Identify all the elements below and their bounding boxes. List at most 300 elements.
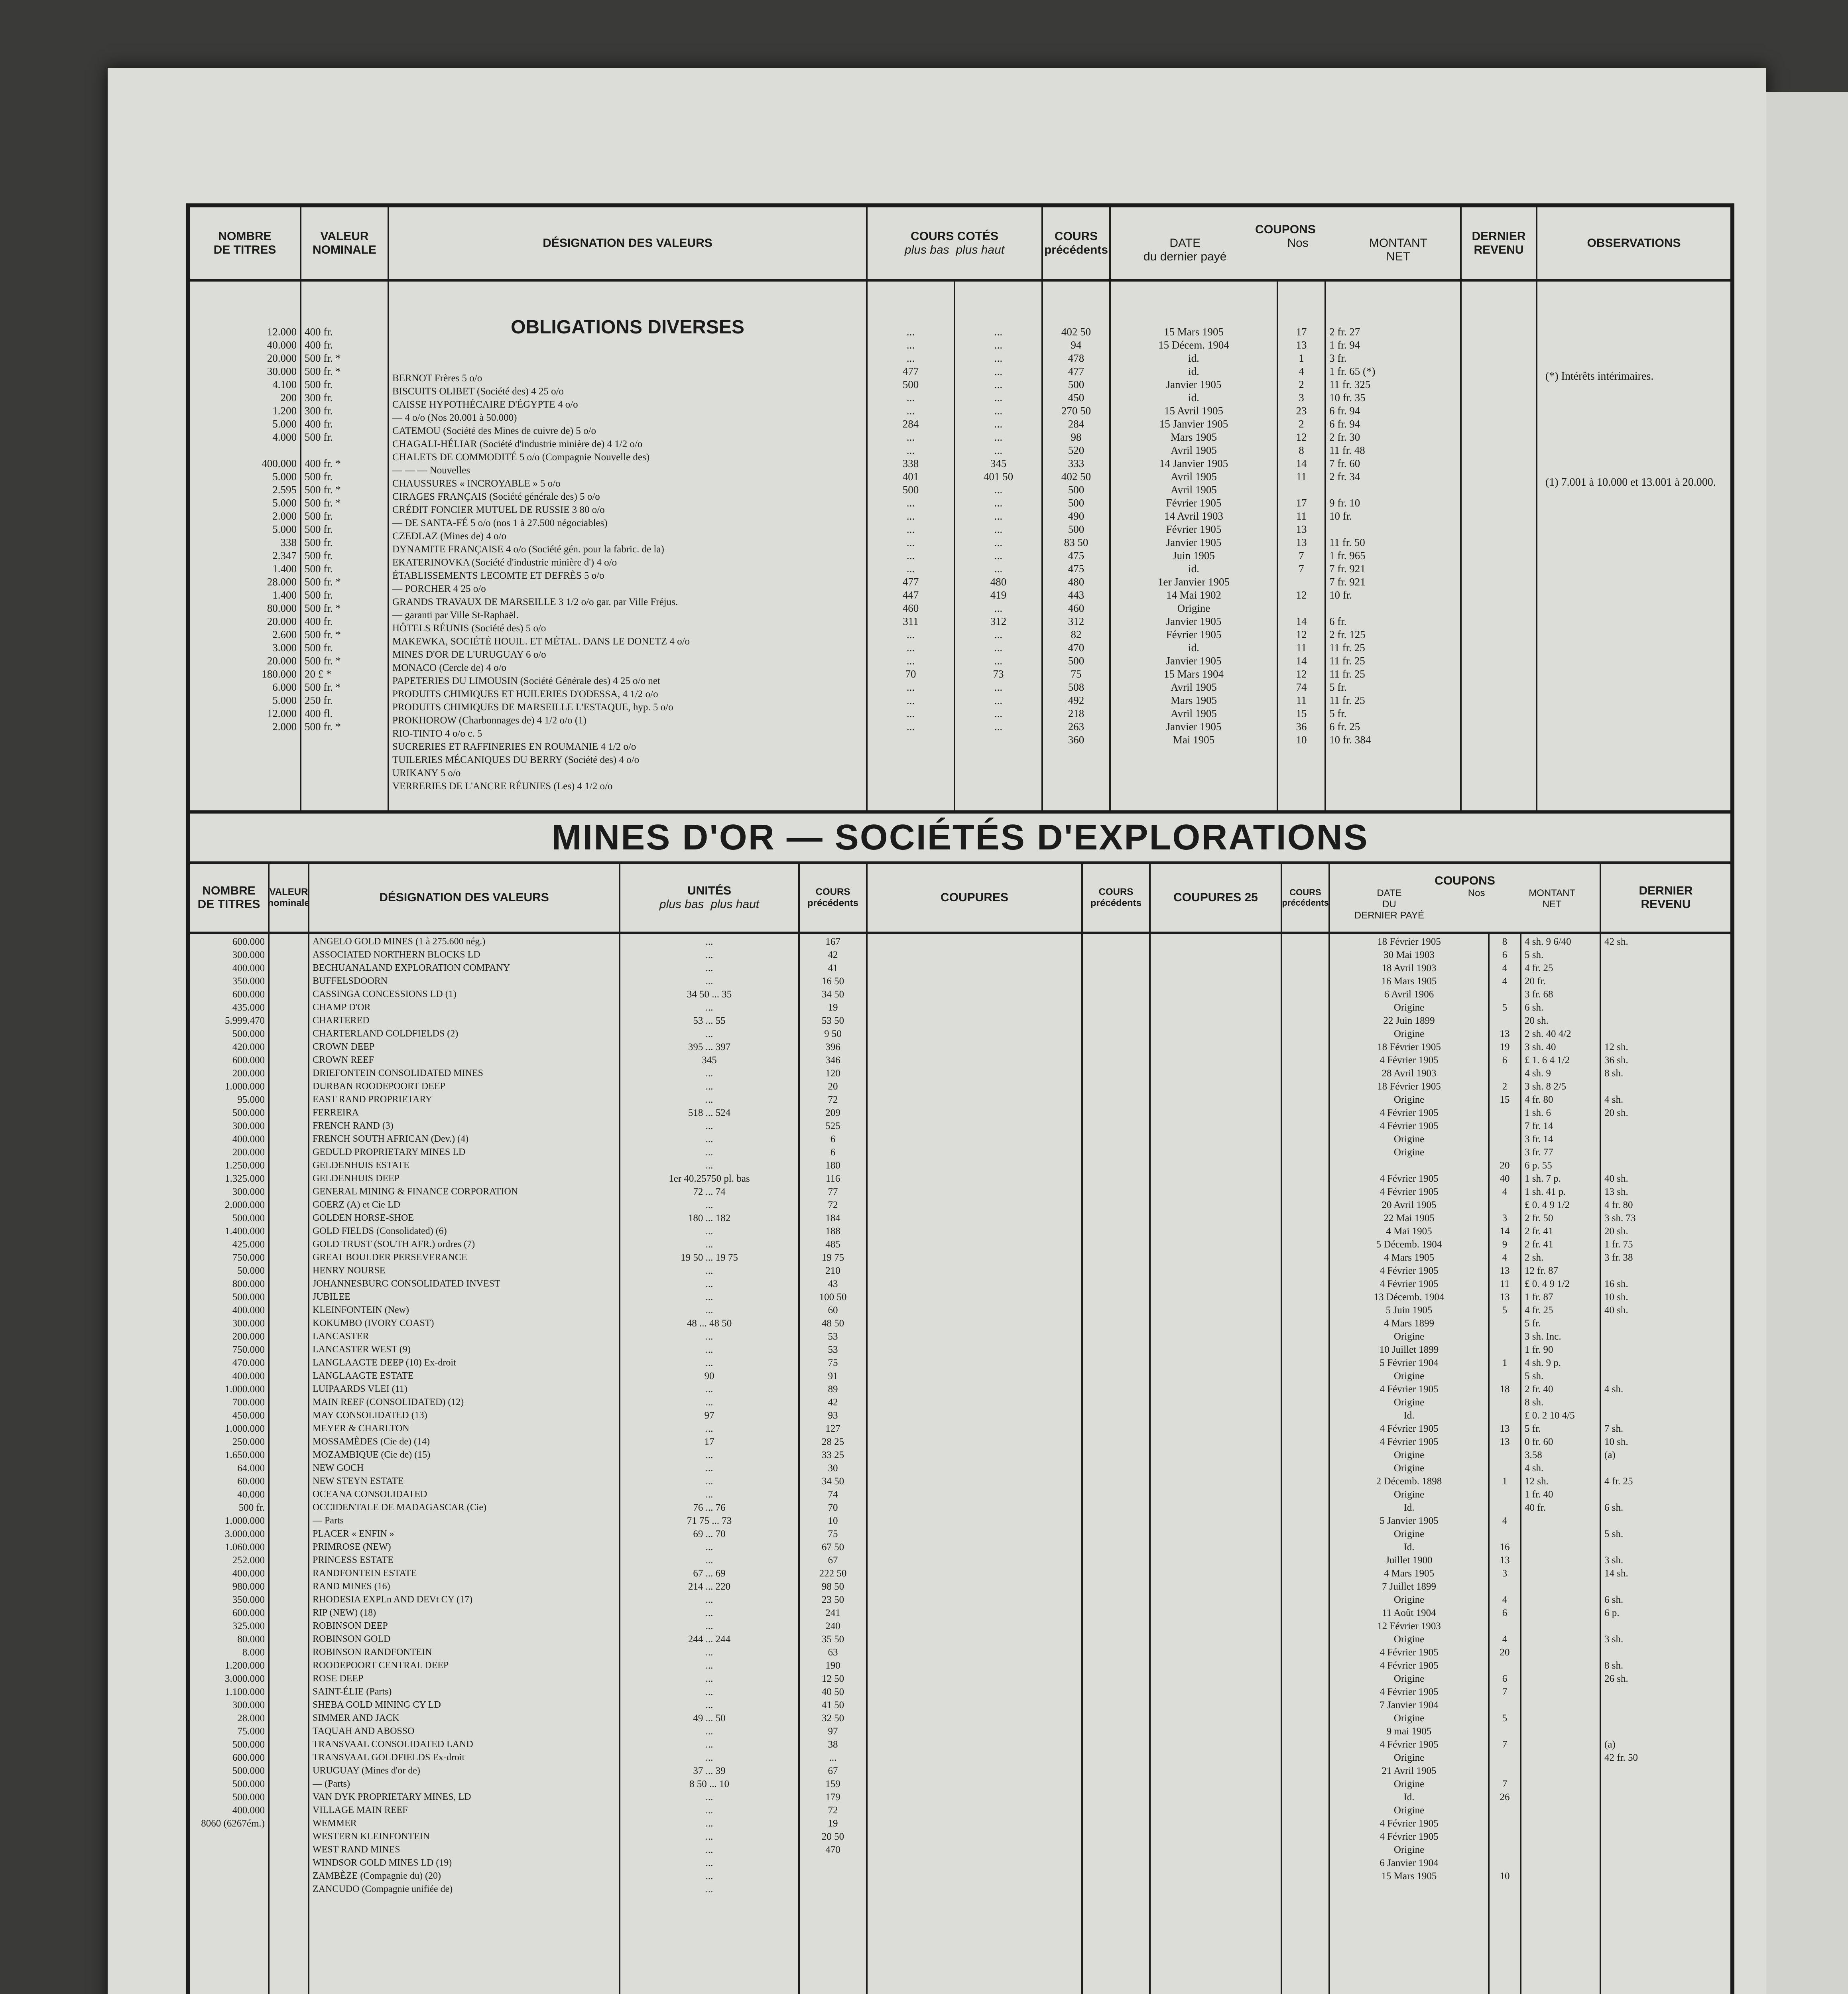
cell-nombre: 8060 (6267ém.) <box>201 1818 265 1829</box>
cell-date: 4 Février 1905 <box>1380 1173 1439 1184</box>
cell-designation: MEYER & CHARLTON <box>313 1423 409 1434</box>
cell-designation: ÉTABLISSEMENTS LECOMTE ET DEFRÈS 5 o/o <box>392 570 604 581</box>
cell-revenu: 3 sh. <box>1604 1555 1624 1566</box>
cell-revenu: 14 sh. <box>1604 1568 1628 1579</box>
cell-valeur: 500 fr. * <box>305 655 341 667</box>
mines-montant-col <box>1521 934 1601 1994</box>
cell-montant: 11 fr. 325 <box>1329 378 1371 390</box>
cell-valeur: 500 fr. * <box>305 484 341 496</box>
cell-designation: WEST RAND MINES <box>313 1844 400 1855</box>
cell-plus-bas: ... <box>906 326 915 338</box>
cell-cours-prec: 20 <box>828 1081 838 1092</box>
cell-cours-prec: 333 <box>1068 457 1084 469</box>
cell-date: 6 Janvier 1904 <box>1380 1858 1439 1868</box>
cell-unites: ... <box>705 1121 713 1131</box>
cell-date: Février 1905 <box>1166 629 1222 640</box>
cell-nos: 20 <box>1500 1647 1510 1658</box>
cell-nos: 4 <box>1502 1634 1508 1645</box>
cell-revenu: 16 sh. <box>1604 1279 1628 1289</box>
cell-date: 4 Mars 1905 <box>1384 1252 1435 1263</box>
cell-montant: 4 sh. <box>1525 1463 1544 1474</box>
cell-plus-bas: ... <box>906 405 915 417</box>
cell-valeur: 500 fr. <box>305 523 333 535</box>
cell-designation: — Parts <box>313 1515 344 1526</box>
cell-valeur: 300 fr. <box>305 405 333 417</box>
cell-nombre: 250.000 <box>232 1436 265 1447</box>
cell-cours-prec: ... <box>829 1752 837 1763</box>
cell-date: 15 Mars 1904 <box>1164 668 1224 680</box>
cell-designation: GOERZ (A) et Cie LD <box>313 1200 400 1210</box>
header-observations: OBSERVATIONS <box>1587 236 1681 250</box>
cell-unites: ... <box>705 1594 713 1605</box>
mheader-coupures25: COUPURES 25 <box>1151 864 1282 932</box>
cell-unites: ... <box>705 1200 713 1210</box>
cell-montant: 5 fr. <box>1525 1423 1541 1434</box>
cell-nos <box>1493 1396 1517 1409</box>
cell-revenu <box>1604 988 1727 1001</box>
cell-plus-haut: ... <box>994 365 1003 377</box>
cell-montant: 4 sh. 9 6/40 <box>1525 936 1571 947</box>
cell-revenu: 10 sh. <box>1604 1292 1628 1302</box>
cell-nombre: 180.000 <box>262 668 297 680</box>
cell-montant: 5 fr. <box>1329 681 1347 693</box>
cell-nombre: 500.000 <box>232 1779 265 1789</box>
cell-date: 5 Décemb. 1904 <box>1376 1239 1442 1250</box>
cell-designation: MONACO (Cercle de) 4 o/o <box>392 662 507 673</box>
cell-nombre: 1.060.000 <box>225 1542 265 1553</box>
cell-designation: GOLD FIELDS (Consolidated) (6) <box>313 1226 447 1236</box>
cell-revenu <box>1604 975 1727 988</box>
cell-nombre: 200 <box>280 392 297 404</box>
mheader-nombre: NOMBRE DE TITRES <box>190 864 270 932</box>
cours-cotes-label: COURS COTÉS <box>910 230 999 243</box>
cell-revenu <box>1604 1265 1727 1278</box>
cell-unites: ... <box>705 1068 713 1079</box>
cell-nombre: 1.400 <box>272 563 297 575</box>
cell-unites: ... <box>705 976 713 987</box>
cell-nos: 14 <box>1296 615 1307 627</box>
date-label: DATE du dernier payé <box>1143 236 1227 263</box>
mines-nombre-col <box>190 934 270 1994</box>
cell-nos <box>1493 1133 1517 1146</box>
cell-plus-bas: ... <box>906 629 915 640</box>
cell-cours-prec: 53 <box>828 1344 838 1355</box>
cell-date: 15 Avril 1905 <box>1164 405 1223 417</box>
cell-unites: 97 <box>704 1410 714 1421</box>
newspaper-page <box>108 68 1766 1994</box>
cell-plus-haut: ... <box>994 629 1003 640</box>
cell-cours-prec: 9 50 <box>824 1029 842 1039</box>
cell-revenu: 26 sh. <box>1604 1673 1628 1684</box>
cell-designation: LANGLAAGTE ESTATE <box>313 1371 414 1381</box>
cell-nombre: 500.000 <box>232 1029 265 1039</box>
cell-unites: 72 ... 74 <box>693 1186 726 1197</box>
cell-designation: RAND MINES (16) <box>313 1581 390 1592</box>
cell-nos: 1 <box>1502 1358 1508 1368</box>
cell-plus-bas: 460 <box>902 602 919 614</box>
cell-valeur: 500 fr. <box>305 642 333 654</box>
cell-unites: ... <box>705 1687 713 1697</box>
cell-plus-haut: ... <box>994 707 1003 719</box>
cell-nos: 5 <box>1502 1713 1508 1724</box>
cell-unites: 214 ... 220 <box>688 1581 731 1592</box>
cell-nos: 4 <box>1299 365 1304 377</box>
coupons-label: COUPONS <box>1255 223 1316 236</box>
cell-cours-prec: 75 <box>828 1358 838 1368</box>
cell-cours-prec: 312 <box>1068 615 1084 627</box>
cell-designation: MAIN REEF (CONSOLIDATED) (12) <box>313 1397 464 1407</box>
cell-unites: ... <box>705 1726 713 1737</box>
cell-unites: 53 ... 55 <box>693 1015 726 1026</box>
cell-plus-bas: ... <box>906 352 915 364</box>
cell-nombre: 95.000 <box>237 1094 265 1105</box>
cell-designation: BISCUITS OLIBET (Société des) 4 25 o/o <box>392 386 564 397</box>
cell-nos <box>1493 1067 1517 1080</box>
cell-plus-bas: ... <box>906 510 915 522</box>
cell-plus-bas: ... <box>906 431 915 443</box>
cell-date: Mars 1905 <box>1170 694 1217 706</box>
cell-nos: 11 <box>1500 1279 1510 1289</box>
cell-nombre: 400.000 <box>232 963 265 973</box>
cell-nos: 4 <box>1502 963 1508 973</box>
cell-plus-bas: 284 <box>902 418 919 430</box>
cell-date: 4 Février 1905 <box>1380 1647 1439 1658</box>
cell-date: 4 Février 1905 <box>1380 1279 1439 1289</box>
cell-date: Origine <box>1393 1594 1425 1605</box>
cell-nos: 7 <box>1502 1687 1508 1697</box>
cell-cours-prec: 42 <box>828 950 838 960</box>
cell-plus-bas: ... <box>906 563 915 575</box>
cell-date: 21 Avril 1905 <box>1382 1765 1437 1776</box>
cell-cours-prec: 89 <box>828 1384 838 1395</box>
cell-nombre: 420.000 <box>232 1042 265 1052</box>
cell-date: Janvier 1905 <box>1166 655 1222 667</box>
cell-plus-haut: ... <box>994 550 1003 562</box>
cell-unites: ... <box>705 1384 713 1395</box>
cell-revenu <box>1604 1580 1727 1594</box>
cell-date: 5 Février 1904 <box>1380 1358 1439 1368</box>
cell-unites: ... <box>705 1029 713 1039</box>
cell-montant: 7 fr. 921 <box>1329 563 1366 575</box>
cell-revenu: 7 sh. <box>1604 1423 1624 1434</box>
cell-cours-prec: 16 50 <box>821 976 844 987</box>
cell-nombre: 6.000 <box>272 681 297 693</box>
cell-plus-bas: 338 <box>902 457 919 469</box>
cell-unites: ... <box>705 1489 713 1500</box>
cell-revenu <box>1604 1646 1727 1659</box>
cell-date: 6 Avril 1906 <box>1384 989 1434 1000</box>
cell-designation: TAQUAH AND ABOSSO <box>313 1726 415 1736</box>
cell-plus-haut: ... <box>994 563 1003 575</box>
cell-nos: 1 <box>1502 1476 1508 1487</box>
cell-montant: 4 fr. 25 <box>1525 963 1553 973</box>
cell-cours-prec: 34 50 <box>821 1476 844 1487</box>
cell-date: Id. <box>1403 1410 1415 1421</box>
cell-cours-prec: 284 <box>1068 418 1084 430</box>
cell-unites: ... <box>705 1160 713 1171</box>
cell-nos: 3 <box>1299 392 1304 404</box>
cell-nos: 10 <box>1296 734 1307 746</box>
cell-cours-prec: 492 <box>1068 694 1084 706</box>
cell-montant: 40 fr. <box>1525 1502 1546 1513</box>
cell-nombre: 300.000 <box>232 1121 265 1131</box>
cell-unites: ... <box>705 1081 713 1092</box>
cell-plus-haut: 312 <box>990 615 1007 627</box>
cell-nombre: 20.000 <box>267 352 297 364</box>
cell-cours-prec: 485 <box>825 1239 840 1250</box>
cell-date: Origine <box>1393 1147 1425 1158</box>
cell-nombre: 5.000 <box>272 497 297 509</box>
cell-designation: PRIMROSE (NEW) <box>313 1542 391 1552</box>
cell-cours-prec: 67 <box>828 1765 838 1776</box>
cell-nombre: 400.000 <box>262 457 297 469</box>
cell-plus-haut: ... <box>994 339 1003 351</box>
cell-date: Id. <box>1403 1502 1415 1513</box>
cell-nos: 3 <box>1502 1213 1508 1224</box>
cell-montant: 0 fr. 60 <box>1525 1436 1553 1447</box>
cell-nombre: 800.000 <box>232 1279 265 1289</box>
header-dernier-revenu: DERNIER REVENU <box>1462 207 1537 279</box>
cell-revenu <box>1604 1028 1727 1041</box>
cell-date: id. <box>1188 642 1199 654</box>
cell-montant: 12 sh. <box>1525 1476 1549 1487</box>
cell-montant: 12 fr. 87 <box>1525 1265 1559 1276</box>
cell-designation: MAKEWKA, SOCIÉTÉ HOUIL. ET MÉTAL. DANS LE DONETZ 4 o/o <box>392 636 690 647</box>
mheader-unites <box>620 864 800 932</box>
cell-nos: 40 <box>1500 1173 1510 1184</box>
cell-date: 9 mai 1905 <box>1386 1726 1432 1737</box>
cell-date: 20 Avril 1905 <box>1382 1200 1437 1210</box>
cell-plus-bas: ... <box>906 642 915 654</box>
cell-nos: 14 <box>1296 655 1307 667</box>
cell-cours-prec: 500 <box>1068 484 1084 496</box>
cell-valeur: 500 fr. * <box>305 602 341 614</box>
cell-plus-bas: ... <box>906 721 915 733</box>
cell-montant: 4 fr. 80 <box>1525 1094 1553 1105</box>
cell-date: id. <box>1188 352 1199 364</box>
cell-nombre: 750.000 <box>232 1252 265 1263</box>
cell-designation: — — — Nouvelles <box>392 465 470 476</box>
cell-nos: 9 <box>1502 1239 1508 1250</box>
cell-cours-prec: 53 <box>828 1331 838 1342</box>
cell-designation: — DE SANTA-FÉ 5 o/o (nos 1 à 27.500 négociables) <box>392 518 608 528</box>
cell-nos: 11 <box>1296 642 1307 654</box>
obs-note-2: (1) 7.001 à 10.000 et 13.001 à 20.000. <box>1545 476 1716 489</box>
cell-plus-bas: ... <box>906 694 915 706</box>
cell-designation: — PORCHER 4 25 o/o <box>392 583 486 594</box>
cell-nos: 13 <box>1500 1029 1510 1039</box>
m-montant-label: MONTANT NET <box>1529 888 1576 910</box>
cell-unites: ... <box>705 1265 713 1276</box>
cell-valeur: 500 fr. <box>305 536 333 548</box>
cell-revenu: 13 sh. <box>1604 1186 1628 1197</box>
cell-plus-haut: ... <box>994 378 1003 390</box>
cell-nombre: 350.000 <box>232 976 265 987</box>
cell-nombre <box>193 444 297 457</box>
cell-unites: ... <box>705 1226 713 1237</box>
cell-nos <box>1493 1844 1517 1857</box>
cell-montant: 20 sh. <box>1525 1015 1549 1026</box>
m-coupons-label: COUPONS <box>1435 874 1495 887</box>
mheader-coupures: COUPURES <box>868 864 1083 932</box>
cell-unites: 67 ... 69 <box>693 1568 726 1579</box>
cell-montant: 1 fr. 94 <box>1329 339 1360 351</box>
cell-unites: 180 ... 182 <box>688 1213 731 1224</box>
cell-nos: 74 <box>1296 681 1307 693</box>
cell-unites: ... <box>705 1147 713 1158</box>
cell-nos <box>1493 1699 1517 1712</box>
cell-designation: CHAMP D'OR <box>313 1002 371 1013</box>
cell-designation: PRODUITS CHIMIQUES ET HUILERIES D'ODESSA, 4 1/2 o/o <box>392 689 658 699</box>
cell-valeur: 500 fr. * <box>305 365 341 377</box>
cell-unites: ... <box>705 1700 713 1710</box>
cell-designation: RHODESIA EXPLn AND DEVt CY (17) <box>313 1594 473 1605</box>
cell-unites: ... <box>705 1884 713 1895</box>
cell-date: 11 Août 1904 <box>1382 1608 1436 1618</box>
cell-nombre: 60.000 <box>237 1476 265 1487</box>
cell-designation: CRÉDIT FONCIER MUTUEL DE RUSSIE 3 80 o/o <box>392 504 605 515</box>
cell-cours-prec: 396 <box>825 1042 840 1052</box>
cell-revenu <box>1604 1344 1727 1357</box>
cell-revenu: 42 fr. 50 <box>1604 1752 1638 1763</box>
cell-date: Mai 1905 <box>1173 734 1215 746</box>
cell-cours-prec: 480 <box>1068 576 1084 588</box>
cell-nos: 2 <box>1299 418 1304 430</box>
cell-date: Janvier 1905 <box>1166 378 1222 390</box>
cell-designation: ROSE DEEP <box>313 1673 364 1684</box>
cell-date: 15 Mars 1905 <box>1381 1871 1437 1882</box>
cell-date: Origine <box>1393 1752 1425 1763</box>
cell-unites: ... <box>705 1739 713 1750</box>
cell-date: Février 1905 <box>1166 523 1222 535</box>
cell-plus-bas: ... <box>906 681 915 693</box>
obligations-header <box>190 207 1730 282</box>
adjacent-page-edge <box>1766 92 1848 1994</box>
cell-valeur: 400 fr. <box>305 339 333 351</box>
cell-nombre: 500 fr. <box>238 1502 265 1513</box>
cell-designation: RIP (NEW) (18) <box>313 1608 376 1618</box>
cell-unites: 48 ... 48 50 <box>687 1318 732 1329</box>
cell-revenu: 40 sh. <box>1604 1305 1628 1316</box>
cell-date: Juin 1905 <box>1173 550 1215 562</box>
cell-date: 14 Janvier 1905 <box>1159 457 1228 469</box>
cell-plus-haut: ... <box>994 721 1003 733</box>
cell-nombre: 500.000 <box>232 1792 265 1803</box>
mines-header <box>190 864 1730 934</box>
cell-designation: GOLDEN HORSE-SHOE <box>313 1213 414 1223</box>
cell-plus-bas: ... <box>906 392 915 404</box>
cell-valeur: 500 fr. <box>305 550 333 562</box>
cell-plus-bas: ... <box>906 655 915 667</box>
cell-unites: 17 <box>704 1436 714 1447</box>
cell-montant: 2 fr. 27 <box>1329 326 1360 338</box>
cell-date: Avril 1905 <box>1171 444 1217 456</box>
cell-revenu: 20 sh. <box>1604 1226 1628 1237</box>
cell-cours-prec: 72 <box>828 1805 838 1816</box>
cell-nombre: 4.100 <box>272 378 297 390</box>
cell-nos: 6 <box>1502 1673 1508 1684</box>
cell-montant: 1 fr. 965 <box>1329 550 1366 562</box>
cell-nombre: 300.000 <box>232 1186 265 1197</box>
cell-revenu <box>1604 1686 1727 1699</box>
cell-cours-prec: 450 <box>1068 392 1084 404</box>
cell-designation: VERRERIES DE L'ANCRE RÉUNIES (Les) 4 1/2 o/o <box>392 781 613 792</box>
cell-montant: 5 sh. <box>1525 1371 1544 1381</box>
cell-cours-prec: 190 <box>825 1660 840 1671</box>
cell-nos <box>1493 1120 1517 1133</box>
cell-nos <box>1493 1501 1517 1515</box>
cell-date: 2 Décemb. 1898 <box>1376 1476 1442 1487</box>
cell-nos: 7 <box>1502 1779 1508 1789</box>
cell-unites: ... <box>705 1621 713 1631</box>
cell-montant: 4 fr. 25 <box>1525 1305 1553 1316</box>
cell-nos: 4 <box>1502 1515 1508 1526</box>
cell-cours-prec: 209 <box>825 1107 840 1118</box>
cell-nombre: 28.000 <box>237 1713 265 1724</box>
oblig-valeur-col <box>301 282 389 812</box>
mheader-prec: COURS précédents <box>800 864 868 932</box>
cell-nombre: 5.000 <box>272 694 297 706</box>
cell-date: Mars 1905 <box>1170 431 1217 443</box>
cell-nos: 18 <box>1500 1384 1510 1395</box>
cell-cours-prec: 94 <box>1071 339 1082 351</box>
cell-cours-prec: 188 <box>825 1226 840 1237</box>
cell-nos: 2 <box>1502 1081 1508 1092</box>
cell-unites: ... <box>705 936 713 947</box>
cell-plus-bas: ... <box>906 536 915 548</box>
cell-nombre: 40.000 <box>267 339 297 351</box>
oblig-obs-col <box>1537 282 1730 812</box>
cell-designation: SAINT-ÉLIE (Parts) <box>313 1687 392 1697</box>
cell-nombre: 30.000 <box>267 365 297 377</box>
cell-date: Origine <box>1393 1397 1425 1408</box>
cell-designation: CATEMOU (Société des Mines de cuivre de) 5 o/o <box>392 426 596 436</box>
cell-designation: WESTERN KLEINFONTEIN <box>313 1831 430 1842</box>
cell-nos: 16 <box>1500 1542 1510 1553</box>
cell-revenu <box>1604 1488 1727 1501</box>
cell-nos: 13 <box>1500 1423 1510 1434</box>
cell-cours-prec: 67 50 <box>821 1542 844 1553</box>
cell-date: Janvier 1905 <box>1166 721 1222 733</box>
cell-cours-prec: 97 <box>828 1726 838 1737</box>
cell-designation: FRENCH SOUTH AFRICAN (Dev.) (4) <box>313 1134 469 1144</box>
cell-date: 18 Février 1905 <box>1377 1081 1441 1092</box>
cell-designation: CHAUSSURES « INCROYABLE » 5 o/o <box>392 478 561 489</box>
cell-nombre: 5.000 <box>272 523 297 535</box>
cell-nombre: 64.000 <box>237 1463 265 1474</box>
cell-nombre: 252.000 <box>232 1555 265 1566</box>
cell-designation: HÔTELS RÉUNIS (Société des) 5 o/o <box>392 623 546 634</box>
cell-nos: 8 <box>1502 936 1508 947</box>
cell-plus-bas: ... <box>906 707 915 719</box>
cell-unites: ... <box>705 1292 713 1302</box>
cell-montant: 11 fr. 50 <box>1329 536 1365 548</box>
cell-montant: 3 fr. <box>1329 352 1347 364</box>
cell-montant: 6 p. 55 <box>1525 1160 1552 1171</box>
cell-unites: ... <box>705 1239 713 1250</box>
cell-designation: CASSINGA CONCESSIONS LD (1) <box>313 989 457 999</box>
cell-cours-prec: 402 50 <box>1061 326 1091 338</box>
cell-date: 7 Juillet 1899 <box>1382 1581 1437 1592</box>
cell-unites: 76 ... 76 <box>693 1502 726 1513</box>
cell-unites: 244 ... 244 <box>688 1634 731 1645</box>
cell-nombre: 2.595 <box>272 484 297 496</box>
nos-label: Nos <box>1287 236 1309 250</box>
mines-prec3-col <box>1282 934 1330 1994</box>
cell-date: 28 Avril 1903 <box>1382 1068 1437 1079</box>
cell-nos: 6 <box>1502 1055 1508 1066</box>
cell-nos <box>1493 1817 1517 1830</box>
